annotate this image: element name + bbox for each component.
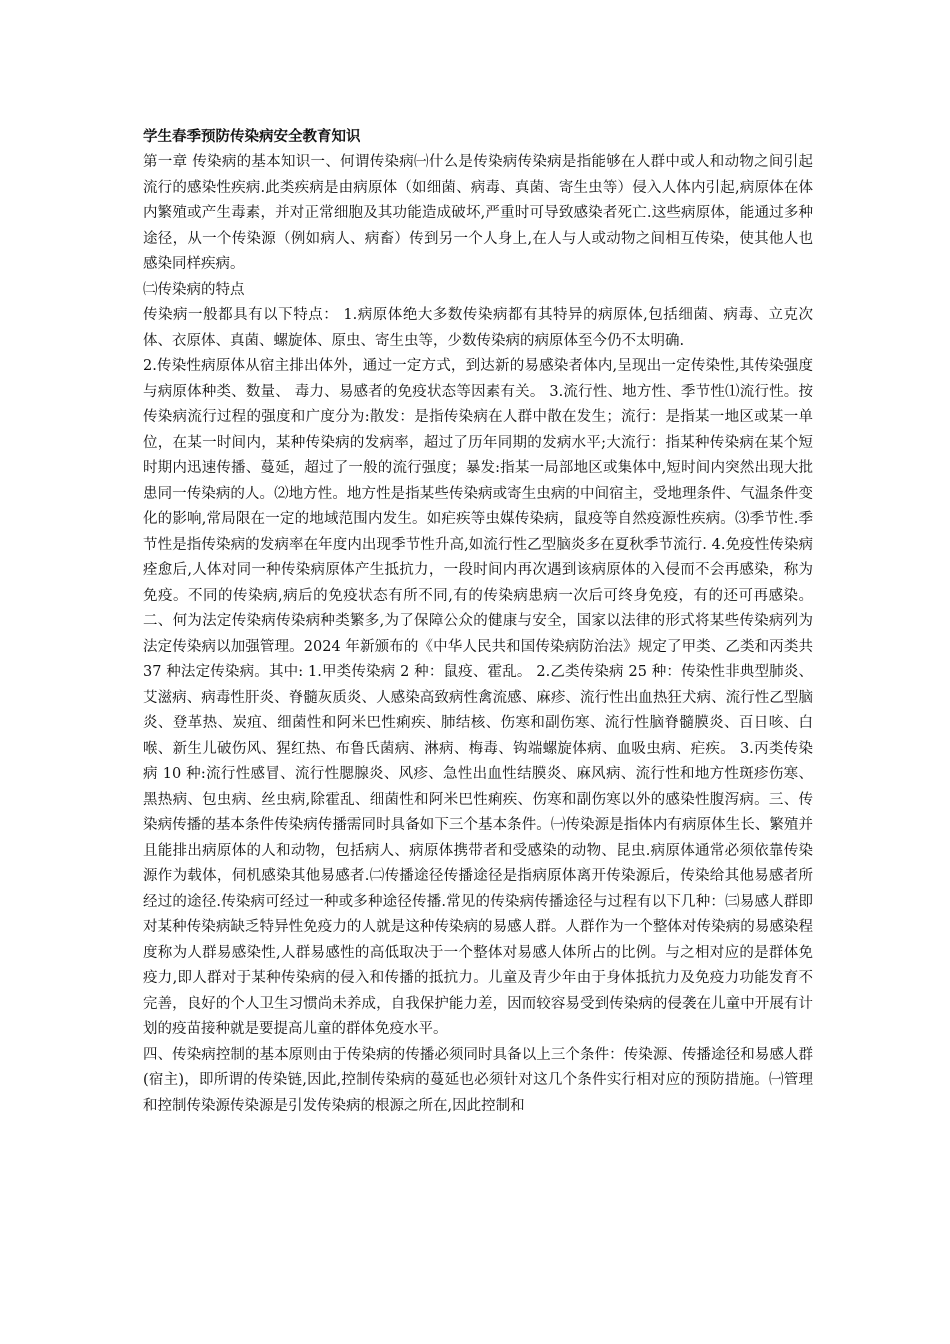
paragraph-control-principles: 四、传染病控制的基本原则由于传染病的传播必须同时具备以上三个条件：传染源、传播途径和易感人群(宿主)，即所谓的传染链,因此,控制传染病的蔓延也必须针对这几个条件实行相对应的预防措施。㈠管理和控制传染源传染源是引发传染病的根源之所在,因此控制和	[143, 1046, 813, 1114]
paragraph-features-heading: ㈡传染病的特点	[143, 281, 245, 298]
paragraph-definition: 第一章 传染病的基本知识一、何谓传染病㈠什么是传染病传染病是指能够在人群中或人和动物之间引起流行的感染性疾病.此类疾病是由病原体（如细菌、病毒、真菌、寄生虫等）侵入人体内引起,病原体在体内繁殖或产生毒素，并对正常细胞及其功能造成破坏,严重时可导致感染者死亡.这些病原体，能通过多种途径，从一个传染源（例如病人、病畜）传到另一个人身上,在人与人或动物之间相互传染，使其他人也感染同样疾病。	[143, 154, 813, 272]
paragraph-features-1: 传染病一般都具有以下特点： 1.病原体绝大多数传染病都有其特异的病原体,包括细菌、病毒、立克次体、衣原体、真菌、螺旋体、原虫、寄生虫等，少数传染病的病原体至今仍不太明确.	[143, 307, 813, 349]
paragraph-features-2: 2.传染性病原体从宿主排出体外，通过一定方式，到达新的易感染者体内,呈现出一定传染性,其传染强度与病原体种类、数量、 毒力、易感者的免疫状态等因素有关。 3.流行性、地方性、季节性⑴流行性。按传染病流行过程的强度和广度分为:散发：是指传染病在人群中散在发生；流行：是指某一地区或某一单位，在某一时间内，某种传染病的发病率，超过了历年同期的发病水平;大流行：指某种传染病在某个短时期内迅速传播、蔓延，超过了一般的流行强度；暴发:指某一局部地区或集体中,短时间内突然出现大批患同一传染病的人。⑵地方性。地方性是指某些传染病或寄生虫病的中间宿主，受地理条件、气温条件变化的影响,常局限在一定的地域范围内发生。如疟疾等虫媒传染病，鼠疫等自然疫源性疾病。⑶季节性.季节性是指传染病的发病率在年度内出现季节性升高,如流行性乙型脑炎多在夏秋季节流行. 4.免疫性传染病痊愈后,人体对同一种传染病原体产生抵抗力，一段时间内再次遇到该病原体的入侵而不会再感染，称为免疫。不同的传染病,病后的免疫状态有所不同,有的传染病患病一次后可终身免疫，有的还可再感染。二、何为法定传染病传染病种类繁多,为了保障公众的健康与安全，国家以法律的形式将某些传染病列为法定传染病以加强管理。2024 年新颁布的《中华人民共和国传染病防治法》规定了甲类、乙类和丙类共 37 种法定传染病。其中: 1.甲类传染病 2 种：鼠疫、霍乱。 2.乙类传染病 25 种：传染性非典型肺炎、艾滋病、病毒性肝炎、脊髓灰质炎、人感染高致病性禽流感、麻疹、流行性出血热狂犬病、流行性乙型脑炎、登革热、炭疽、细菌性和阿米巴性痢疾、肺结核、伤寒和副伤寒、流行性脑脊髓膜炎、百日咳、白喉、新生儿破伤风、猩红热、布鲁氏菌病、淋病、梅毒、钩端螺旋体病、血吸虫病、疟疾。 3.丙类传染病 10 种:流行性感冒、流行性腮腺炎、风疹、急性出血性结膜炎、麻风病、流行性和地方性斑疹伤寒、黑热病、包虫病、丝虫病,除霍乱、细菌性和阿米巴性痢疾、伤寒和副伤寒以外的感染性腹泻病。三、传染病传播的基本条件传染病传播需同时具备如下三个基本条件。㈠传染源是指体内有病原体生长、繁殖并且能排出病原体的人和动物，包括病人、病原体携带者和受感染的动物、昆虫.病原体通常必须依靠传染源作为载体，伺机感染其他易感者.㈡传播途径传播途径是指病原体离开传染源后，传染给其他易感者所经过的途径.传染病可经过一种或多种途径传播.常见的传染病传播途径与过程有以下几种：㈢易感人群即对某种传染病缺乏特异性免疫力的人就是这种传染病的易感人群。人群作为一个整体对传染病的易感染程度称为人群易感染性,人群易感性的高低取决于一个整体对易感人体所占的比例。与之相对应的是群体免疫力,即人群对于某种传染病的侵入和传播的抵抗力。儿童及青少年由于身体抵抗力及免疫力功能发育不完善，良好的个人卫生习惯尚未养成，自我保护能力差，因而较容易受到传染病的侵袭在儿童中开展有计划的疫苗接种就是要提高儿童的群体免疫水平。	[143, 358, 813, 1037]
document-page	[143, 124, 813, 1119]
document-title: 学生春季预防传染病安全教育知识	[143, 129, 361, 145]
